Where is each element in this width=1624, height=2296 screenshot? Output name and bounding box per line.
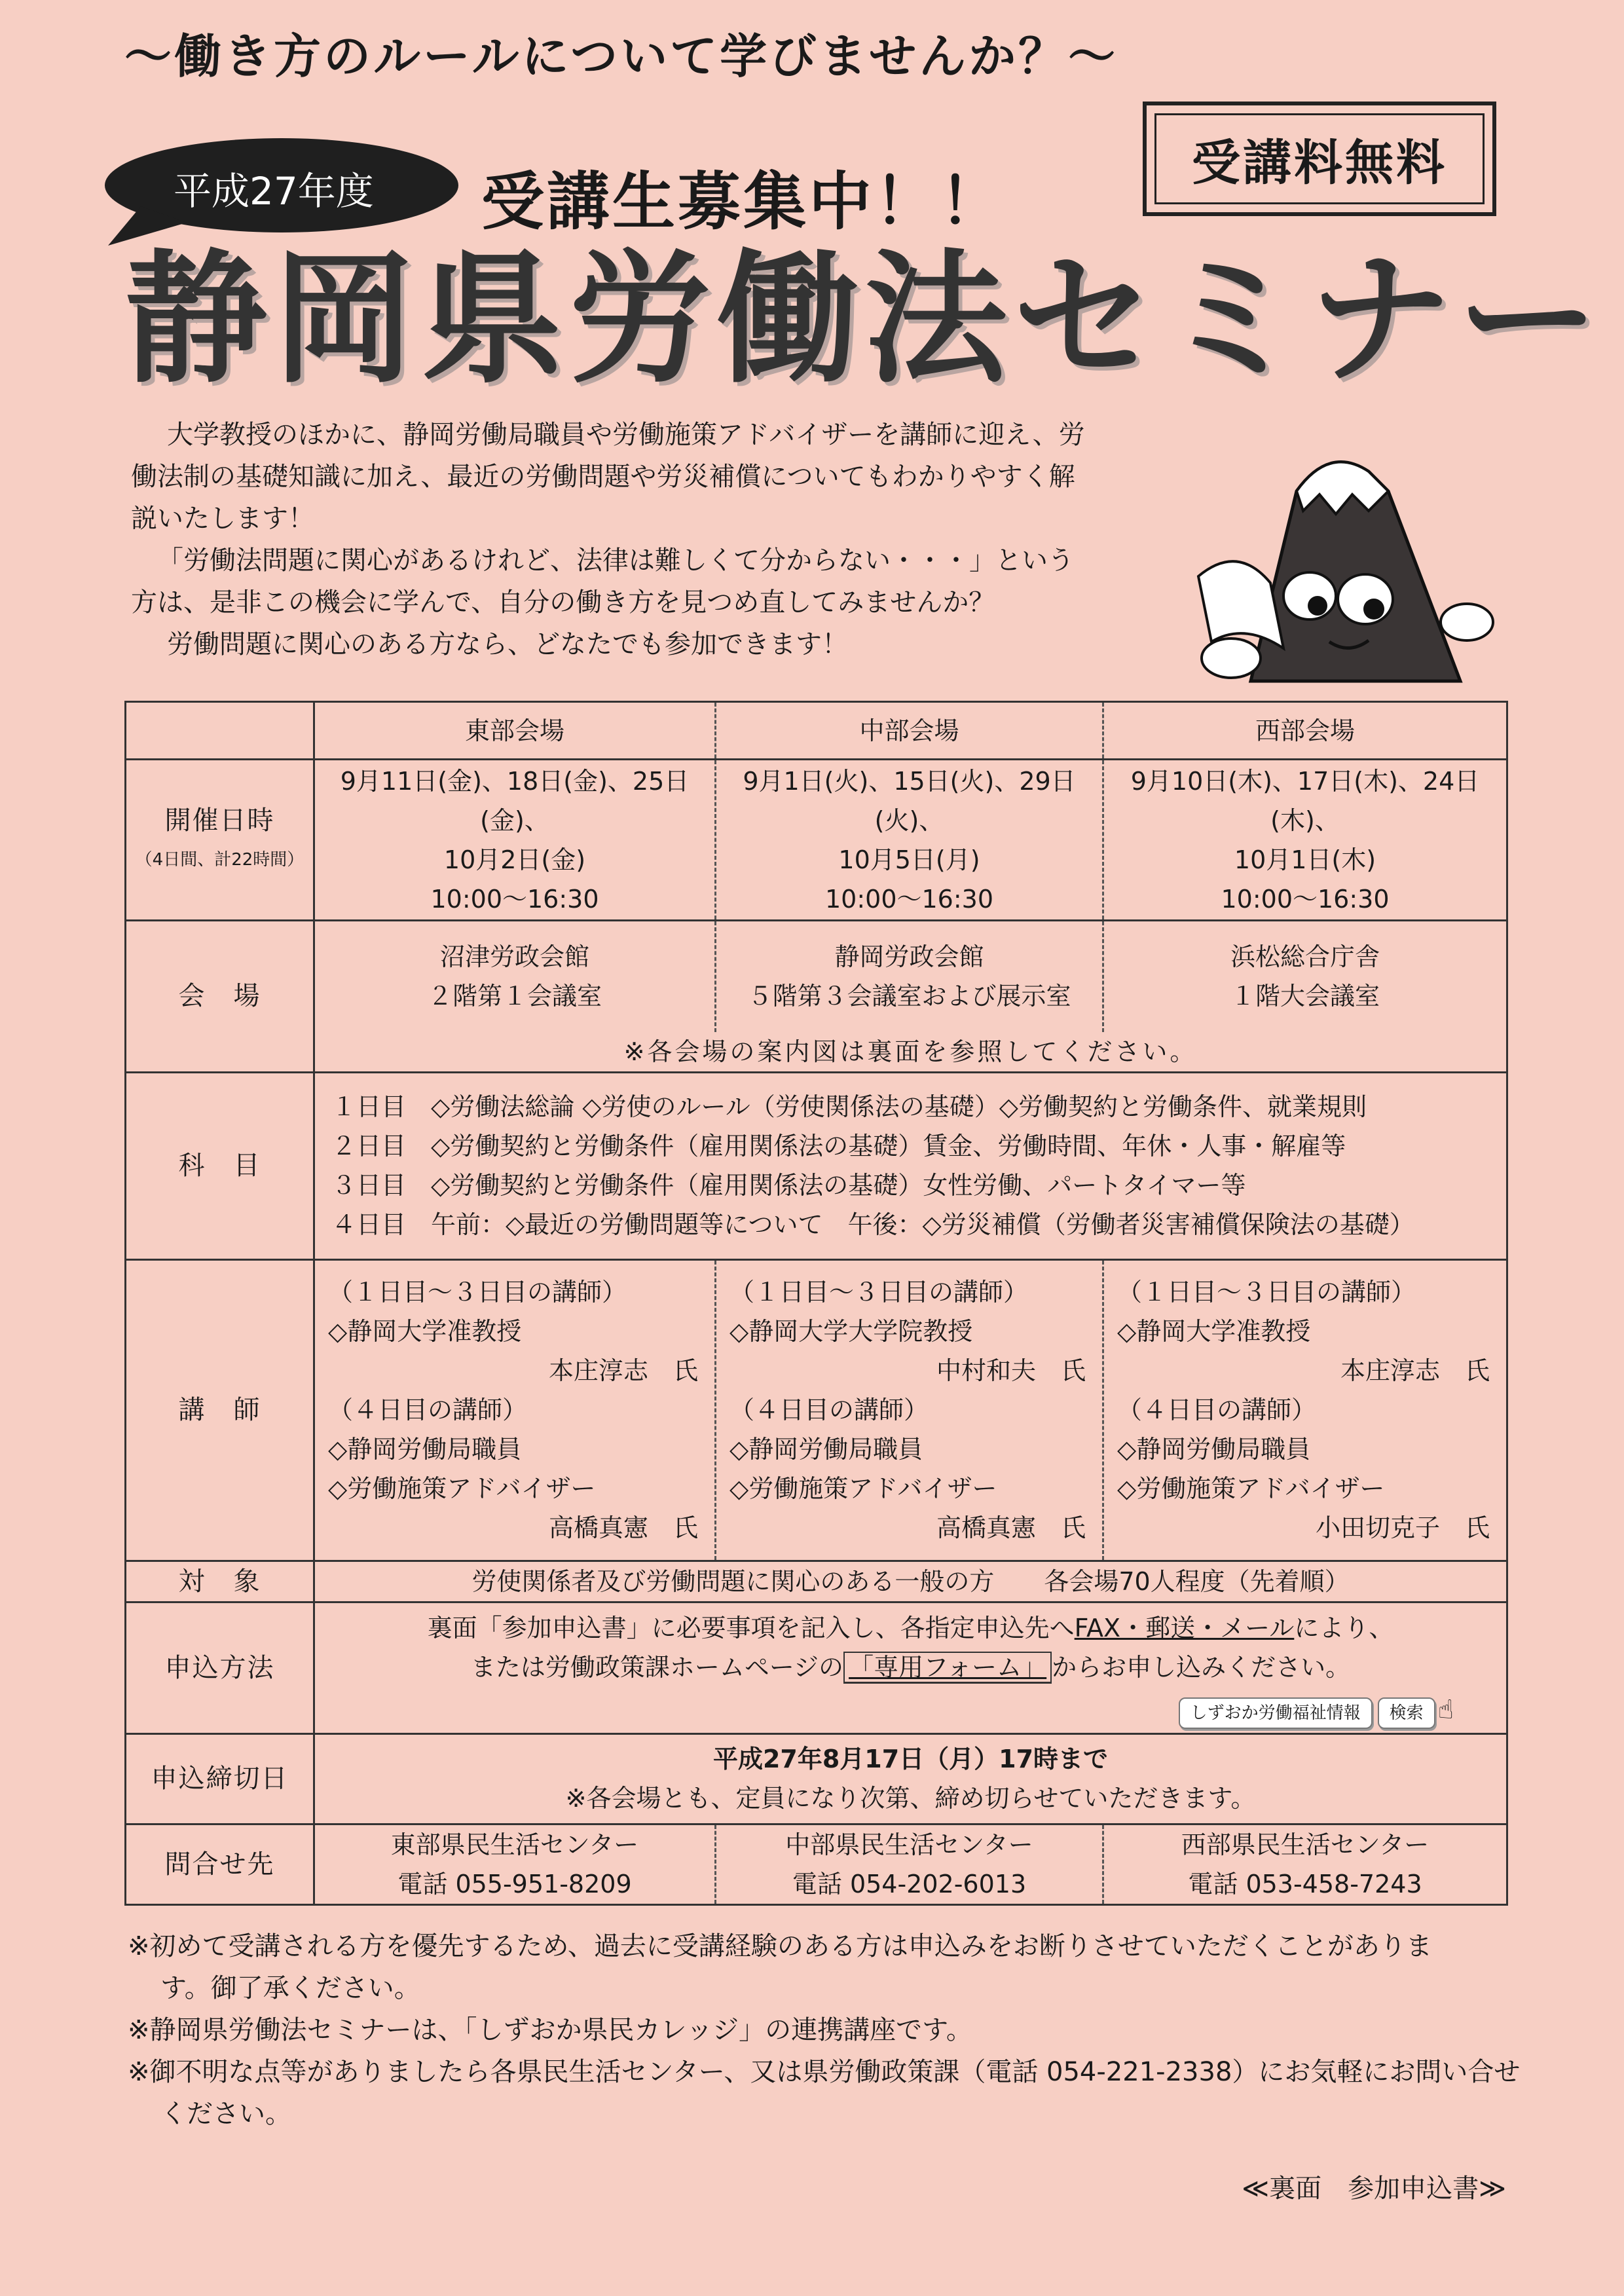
year-label: 平成27年度 [174,169,374,213]
time-line: 10:00～16:30 [430,884,599,914]
date-line: 10月5日(月) [838,845,980,874]
venue-header-central: 中部会場 [716,702,1103,760]
date-line: 9月11日(金)、18日(金)、25日(金)、 [340,766,690,835]
apply-text: 裏面「参加申込書」に必要事項を記入し、各指定申込先へ [427,1613,1075,1642]
date-line: 10月1日(木) [1234,845,1376,874]
contact-center: 中部県民生活センター [785,1830,1033,1859]
dates-sublabel: （4日間、計22時間） [135,849,304,870]
apply-line-2 [315,1648,1506,1687]
lecturer-affiliation: ◇労働施策アドバイザー [328,1474,596,1503]
apply-line-1 [315,1608,1506,1648]
venue-name: 静岡労政会館 [834,942,984,972]
date-line: 9月10日(木)、17日(木)、24日(木)、 [1130,766,1480,835]
lecturer-days-heading: （４日目の講師） [1117,1396,1317,1424]
lecturers-east [314,1259,716,1561]
venue-west [1103,921,1507,1032]
lecturer-days-heading: （１日目～３日目の講師） [1117,1278,1416,1306]
lecturer-name: 中村和夫 氏 [936,1356,1086,1385]
search-button[interactable]: 検索 [1378,1697,1435,1729]
contact-east [314,1824,716,1904]
venue-header-west: 西部会場 [1103,702,1507,760]
intro-line: 大学教授のほかに、静岡労働局職員や労働施策アドバイザーを講師に迎え、労 [167,420,1085,450]
subjects-cell [314,1072,1507,1259]
contact-phone: 電話 053-458-7243 [1188,1869,1422,1898]
time-line: 10:00～16:30 [1221,884,1390,914]
pointer-hand-icon: ☝ [1437,1694,1454,1725]
apply-text: により、 [1294,1613,1394,1642]
contact-phone: 電話 055-951-8209 [397,1869,632,1898]
row-label-dates [126,760,314,921]
lecturer-affiliation: ◇静岡労働局職員 [729,1435,923,1464]
dates-central [716,760,1103,921]
venue-east [314,921,716,1032]
intro-line: 「労働法問題に関心があるけれど、法律は難しくて分からない・・・」という [157,546,1074,576]
target-text: 労使関係者及び労働問題に関心のある一般の方 各会場70人程度（先着順） [314,1561,1507,1602]
seminar-info-table [124,701,1508,1906]
deadline-cell [314,1733,1507,1824]
search-term-box[interactable]: しずおか労働福祉情報 [1179,1697,1373,1729]
footnote: ※静岡県労働法セミナーは、「しずおか県民カレッジ」の連携講座です。 [128,2015,972,2045]
dates-west [1103,760,1507,921]
contact-central [716,1824,1103,1904]
contact-west [1103,1824,1507,1904]
contact-phone: 電話 054-202-6013 [792,1869,1027,1898]
apply-methods-link[interactable]: FAX・郵送・メール [1074,1613,1295,1642]
row-label-apply: 申込方法 [126,1602,314,1733]
intro-line: 説いたします！ [131,504,314,534]
page-title: 静岡県労働法セミナー [124,237,1604,403]
intro-line: 働法制の基礎知識に加え、最近の労働問題や労災補償についてもわかりやすく解 [131,462,1075,492]
fee-label: 受講料無料 [1154,113,1485,204]
date-line: 9月1日(火)、15日(火)、29日(火)、 [743,766,1076,835]
subject-day-3: ３日目 ◇労働契約と労働条件（雇用関係法の基礎）女性労働、パートタイマー等 [331,1171,1246,1200]
lecturer-affiliation: ◇静岡大学大学院教授 [729,1317,973,1346]
subject-day-4: ４日目 午前：◇最近の労働問題等について 午後：◇労災補償（労働者災害補償保険法の基礎） [331,1210,1414,1239]
subject-day-1: １日目 ◇労働法総論 ◇労使のルール（労使関係法の基礎）◇労働契約と労働条件、就業規則 [331,1092,1367,1121]
lecturer-name: 本庄淳志 氏 [1340,1356,1490,1385]
lecturers-central [716,1259,1103,1561]
tagline: ～働き方のルールについて学びませんか？～ [124,29,1118,84]
year-badge [95,134,462,249]
venue-map-note: ※各会場の案内図は裏面を参照してください。 [314,1032,1507,1073]
apply-text: からお申し込みください。 [1052,1652,1351,1682]
lecturer-name: 本庄淳志 氏 [548,1356,698,1385]
lecturers-west [1103,1259,1507,1561]
lecturer-days-heading: （４日目の講師） [729,1396,929,1424]
date-line: 10月2日(金) [443,845,586,874]
search-row [315,1687,1506,1733]
lecturer-days-heading: （１日目～３日目の講師） [729,1278,1029,1306]
lecturer-affiliation: ◇静岡大学准教授 [328,1317,522,1346]
lecturer-affiliation: ◇労働施策アドバイザー [1117,1474,1385,1503]
footnote: ください。 [160,2099,291,2129]
lecturer-name: 高橋真憲 氏 [936,1513,1086,1542]
apply-text: または労働政策課ホームページの [470,1652,844,1682]
lecturer-days-heading: （１日目～３日目の講師） [328,1278,627,1306]
fee-badge [1143,102,1496,216]
row-label-target: 対 象 [126,1561,314,1602]
venue-room: ５階第３会議室および展示室 [747,982,1071,1011]
contact-center: 西部県民生活センター [1181,1830,1430,1859]
footnote: す。御了承ください。 [160,1973,420,2003]
mountain-mascot-icon [1172,432,1513,694]
dates-label: 開催日時 [164,805,275,836]
venue-room: １階大会議室 [1230,982,1380,1011]
lecturer-name: 高橋真憲 氏 [548,1513,698,1542]
row-label-venue: 会 場 [126,921,314,1073]
form-link[interactable]: 「専用フォーム」 [843,1652,1052,1684]
venue-name: 沼津労政会館 [439,942,589,972]
footnote: ※御不明な点等がありましたら各県民生活センター、又は県労働政策課（電話 054-221-2338）にお気軽にお問い合せ [128,2057,1521,2087]
venue-name: 浜松総合庁舎 [1230,942,1380,972]
apply-cell [314,1602,1507,1733]
table-corner [126,702,314,760]
deadline-note: ※各会場とも、定員になり次第、締め切らせていただきます。 [565,1784,1256,1813]
time-line: 10:00～16:30 [824,884,994,914]
intro-line: 労働問題に関心のある方なら、どなたでも参加できます！ [167,629,848,659]
lecturer-days-heading: （４日目の講師） [328,1396,528,1424]
contact-center: 東部県民生活センター [390,1830,639,1859]
lecturer-affiliation: ◇労働施策アドバイザー [729,1474,997,1503]
lecturer-name: 小田切克子 氏 [1315,1513,1490,1542]
row-label-lecturers: 講 師 [126,1259,314,1561]
dates-east [314,760,716,921]
venue-header-east: 東部会場 [314,702,716,760]
mascot-illustration [1172,432,1513,694]
venue-central [716,921,1103,1032]
lecturer-affiliation: ◇静岡大学准教授 [1117,1317,1311,1346]
lecturer-affiliation: ◇静岡労働局職員 [328,1435,522,1464]
venue-room: ２階第１会議室 [427,982,602,1011]
subject-day-2: ２日目 ◇労働契約と労働条件（雇用関係法の基礎）賃金、労働時間、年休・人事・解雇等 [331,1132,1346,1160]
row-label-deadline: 申込締切日 [126,1733,314,1824]
intro-line: 方は、是非この機会に学んで、自分の働き方を見つめ直してみませんか？ [131,587,995,618]
search-widget [1173,1690,1454,1730]
row-label-subjects: 科 目 [126,1072,314,1259]
row-label-contact: 問合せ先 [126,1824,314,1904]
back-page-reference: ≪裏面 参加申込書≫ [1242,2174,1506,2204]
recruit-heading: 受講生募集中！！ [481,165,1005,238]
footnote: ※初めて受講される方を優先するため、過去に受講経験のある方は申込みをお断りさせていただくことがありま [128,1931,1432,1961]
lecturer-affiliation: ◇静岡労働局職員 [1117,1435,1311,1464]
deadline-date: 平成27年8月17日（月）17時まで [712,1745,1109,1773]
